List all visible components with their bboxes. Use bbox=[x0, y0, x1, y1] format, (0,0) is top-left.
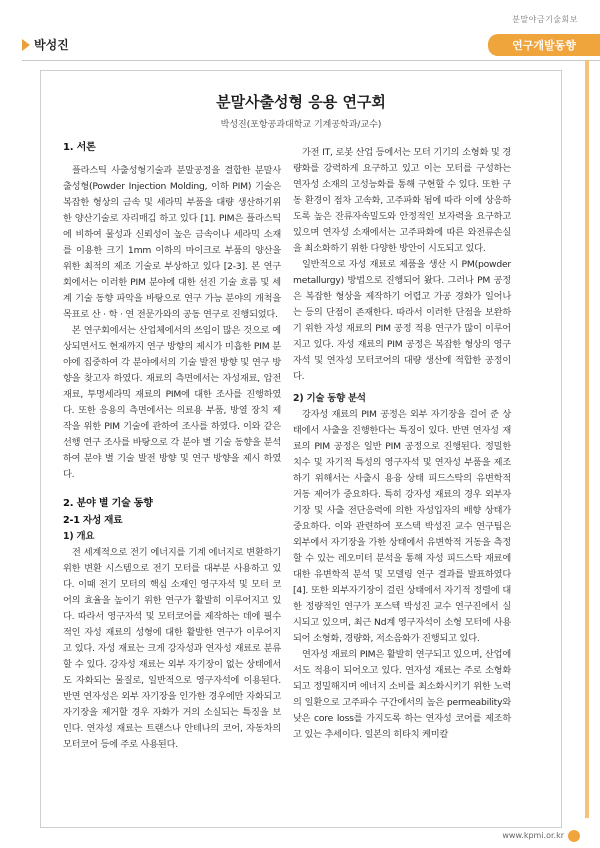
article-byline: 박성진(포항공과대학교 기계공학과/교수) bbox=[220, 120, 382, 130]
author-tag-label: 박성진 bbox=[34, 38, 69, 52]
right-column bbox=[293, 139, 511, 743]
subheading-trend-analysis: 2) 기술 동향 분석 bbox=[293, 393, 366, 404]
magazine-name: 분말야금기술회보 bbox=[512, 15, 578, 24]
article-box bbox=[40, 70, 562, 828]
footer-url[interactable]: www.kpmi.or.kr bbox=[502, 831, 564, 840]
paragraph: 플라스틱 사출성형기술과 분말공정을 결합한 분말사출성형(Powder Injection Molding, 이하 PIM) 기술은 복잡한 형상의 금속 및 세라믹 부품을 대량 생산하기위한 양산기술로 자리매김 하고 있다 [1]. PIM은 플라스틱에 비하여 물성과 신뢰성이 높은 금속이나 세라믹 소재를 이용한 크기 1mm 이하의 마이크로 부품의 양산을 위한 최적의 제조 기술로 부상하고 있다 [2-3]. 본 연구회에서는 이러한 PIM 분야에 대한 선진 기술 흐름 및 세계 기술 동향 파악을 바탕으로 연구 가능 분야의 개척을 목표로 산 · 학 · 연 전문가와의 공동 연구로 진행되었다. bbox=[63, 165, 281, 320]
kpmi-logo-icon bbox=[568, 830, 580, 842]
paragraph: 강자성 재료의 PIM 공정은 외부 자기장을 걸어 준 상태에서 사출을 진행한다는 특징이 있다. 반면 연자성 재료의 PIM 공정은 일반 PIM 공정으로 진행된다. 정밀한 치수 및 자기적 특성의 영구자석 및 연자성 부품을 제조하기 위해서는 사출시 용융 상태 피드스탁의 유변학적 거동 제어가 중요하다. 특히 강자성 재료의 경우 외부자기장 및 사출 전단응력에 의한 자성입자의 배향 상태가 중요하다. 이와 관련하여 포스텍 박성진 교수 연구팀은 외부에서 자기장을 가한 상태에서 유변학적 거동을 측정할 수 있는 레오미터 분석을 통해 자성 피드스탁 재료에 대한 유변학적 분석 및 모델링 연구 결과를 발표하였다 [4]. 또한 외부자기장이 걸린 상태에서 자기적 정렬에 대한 정량적인 연구가 포스텍 박성진 교수 연구진에서 실시되고 있으며, 최근 Nd계 영구자석이 소형 모터에 사용되어 소형화, 경량화, 저소음화가 진행되고 있다. bbox=[293, 409, 511, 644]
section-tab: 연구개발동향 bbox=[488, 34, 600, 56]
subheading-overview: 1) 개요 bbox=[63, 531, 95, 542]
paragraph: 일반적으로 자성 재료로 제품을 생산 시 PM(powder metallurgy) 방법으로 진행되어 왔다. 그러나 PM 공정은 복잡한 형상을 제작하기 어렵고 가공 경화가 일어나는 등의 단점이 존재한다. 따라서 이러한 단점을 보완하기 위한 자성 재료의 PIM 공정 적용 연구가 많이 이루어지고 있다. 자성 재료의 PIM 공정은 복잡한 형상의 영구자석 및 연자성 모터코어의 대량 생산에 적합한 공정이다. bbox=[293, 259, 511, 382]
paragraph: 전 세계적으로 전기 에너지를 기계 에너지로 변환하기 위한 변환 시스템으로 전기 모터를 대부분 사용하고 있다. 이때 전기 모터의 핵심 소재인 영구자석 및 모터 코어의 효율을 높이기 위한 연구가 활발히 이루어지고 있다. 따라서 영구자석 및 모터코어를 제작하는 데에 필수적인 자성 재료의 성형에 대한 활발한 연구가 이루어지고 있다. 자성 재료는 크게 강자성과 연자성 재료로 분류할 수 있다. 강자성 재료는 외부 자기장이 없는 상태에서도 자화되는 물질로, 일반적으로 영구자석에 이용된다. 반면 연자성은 외부 자기장을 인가한 경우에만 자화되고 자기장을 제거할 경우 자화가 거의 소실되는 특징을 보인다. 연자성 재료는 트랜스나 안테나의 코어, 자동차의 모터코어 등에 주로 사용된다. bbox=[63, 547, 281, 750]
subheading-magnetic-materials: 2-1 자성 재료 bbox=[63, 515, 123, 526]
author-tag bbox=[22, 36, 69, 53]
paragraph: 연자성 재료의 PIM은 활발히 연구되고 있으며, 산업에서도 적용이 되어오고 있다. 연자성 재료는 주로 소형화되고 정밀해지며 에너지 소비를 최소화시키기 위한 노력의 일환으로 고주파수 구간에서의 높은 permeability와 낮은 core loss를 가지도록 하는 연자성 코어를 제조하고 있는 추세이다. 일본의 히타치 케미칼 bbox=[293, 649, 511, 740]
heading-introduction: 1. 서론 bbox=[63, 142, 96, 153]
article-title: 분말사출성형 응용 연구회 bbox=[216, 93, 386, 111]
heading-tech-trends: 2. 분야 별 기술 동향 bbox=[63, 498, 153, 509]
triangle-marker-icon bbox=[22, 39, 30, 51]
header-divider bbox=[22, 60, 600, 61]
paragraph: 가전 IT, 로봇 산업 등에서는 모터 기기의 소형화 및 경량화를 강력하게 요구하고 있고 이는 모터를 구성하는 연자성 소재의 고성능화를 통해 구현할 수 있다. 또한 구동 환경이 점차 고속화, 고주파화 됨에 따라 이에 상응하도록 높은 잔류자속밀도와 안정적인 보자력을 요구하고 있으며 연자성 소재에서는 고주파화에 따른 와전류손실을 최소화하기 위한 다양한 방안이 시도되고 있다. bbox=[293, 147, 511, 254]
paragraph: 본 연구회에서는 산업체에서의 쓰임이 많은 것으로 예상되면서도 현재까지 연구 방향의 제시가 미흡한 PIM 분야에 집중하여 각 분야에서의 기술 발전 방향 및 연구 방향을 찾고자 하였다. 재료의 측면에서는 자성재료, 압전 재료, 투명세라믹 재료의 PIM에 대한 조사를 진행하였다. 또한 응용의 측면에서는 의료용 부품, 방열 장치 제작을 위한 PIM 기술에 관하여 조사를 하였다. 이와 같은 선행 연구 조사를 바탕으로 각 분야 별 기술 동향을 분석하여 분야 별 기술 발전 방향 및 연구 방향을 제시 하였다. bbox=[63, 325, 281, 480]
left-column bbox=[63, 139, 281, 753]
side-accent-bar bbox=[585, 60, 589, 818]
